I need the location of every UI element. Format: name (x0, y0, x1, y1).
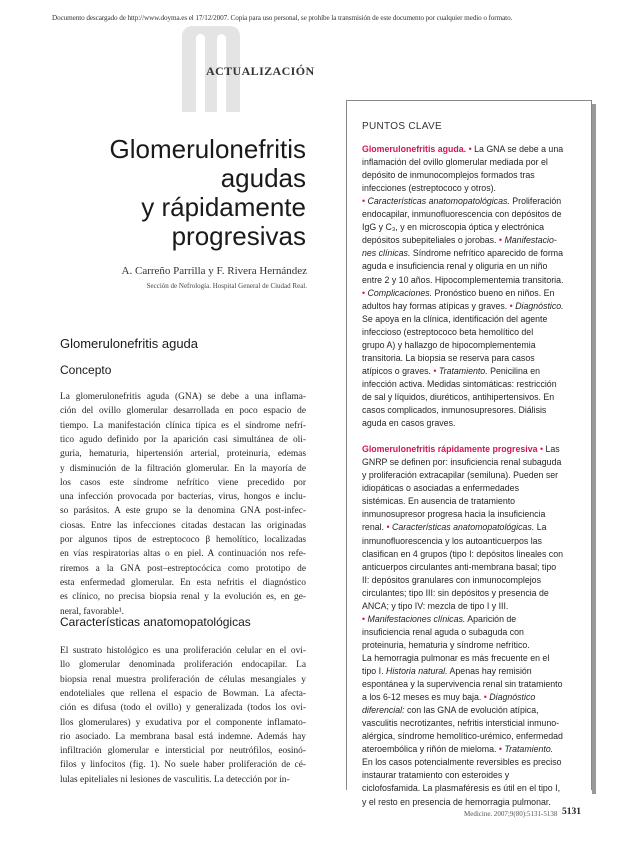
key-point-line (362, 169, 584, 182)
text-line: en vías respiratorias altas o en piel. A continuación nos refe- (60, 549, 306, 560)
key-point-line (362, 443, 584, 456)
key-point-text: infeccioso (estreptococo beta hemolítico del (362, 326, 534, 337)
bullet-dot: • (507, 300, 516, 311)
subheading-caracteristicas: Características anatomopatológicas (60, 615, 251, 629)
bullet-dot: • (496, 235, 505, 246)
text-line: una infección provocada por bacterias, virus, hongos e inclu- (60, 492, 306, 503)
key-point-line (362, 548, 584, 561)
text-line: es clínico, no precisa biopsia renal y la evolución es, en ge- (60, 592, 306, 603)
key-point-text: a los 6-12 meses es muy baja. (362, 692, 482, 703)
key-point-text: ANCA; y tipo IV: mezcla de tipo I y III. (362, 600, 509, 611)
key-point-text: alérgica, síndrome hemolítico-urémico, enfermedad (362, 731, 563, 742)
key-point-line (362, 391, 584, 404)
key-point-text: renal. (362, 522, 385, 533)
key-point-text: Las (545, 444, 560, 455)
key-point-line (362, 691, 584, 704)
key-point-text: sistémicas. En ausencia de tratamiento (362, 496, 516, 507)
section-heading: Glomerulonefritis aguda (60, 336, 199, 351)
key-point-text: Manifestaciones clínicas. (367, 613, 466, 624)
key-point-line (362, 208, 584, 221)
key-point-line (362, 717, 584, 730)
key-point-text: y el resto en presencia de hemorragia pulmonar. (362, 796, 551, 807)
text-line: los casos este síndrome nefrítico viene precedido por (60, 477, 306, 488)
key-point-text: circulantes; tipo III: sin depósitos y presencia de (362, 587, 549, 598)
text-line: filos y linfocitos (fig. 1). No suele haber proliferación de cé- (60, 760, 306, 771)
download-notice: Documento descargado de http://www.doyma.es el 17/12/2007. Copia para uso personal, se prohíbe la transmisión de este documento por cualquier medio o formato. (52, 14, 513, 22)
key-point-line (362, 796, 584, 809)
key-point-line (362, 247, 584, 260)
text-line: infiltración glomerular e intersticial por neutrófilos, eosinó- (60, 746, 306, 757)
text-line: ciosas. Entre las infecciones citadas destacan las originadas (60, 520, 306, 531)
key-point-line (362, 182, 584, 195)
key-point-line (362, 756, 584, 769)
key-point-text: IgG y C₃, y en microscopia óptica y electrónica (362, 222, 545, 233)
title-line: y rápidamente (141, 192, 306, 222)
key-point-text: adultos hay formas atípicas y graves. (362, 300, 508, 311)
title-line: agudas (220, 163, 306, 193)
key-point-text: La GNA se debe a una (474, 144, 564, 154)
key-point-heading: Glomerulonefritis aguda. (362, 144, 467, 154)
bullet-dot: • (384, 522, 392, 533)
key-point-line (362, 313, 584, 326)
key-point-line (362, 234, 584, 247)
key-point-text: Tratamiento. (504, 744, 554, 755)
key-point-text: Características anatomopatológicas. (367, 196, 510, 207)
subheading-concepto: Concepto (60, 363, 112, 377)
key-point-line (362, 456, 584, 469)
bullet-dot: • (466, 144, 475, 154)
text-line: La glomerulonefritis aguda (GNA) se debe a una inflama- (60, 392, 306, 402)
key-point-text: anticuerpos circulantes anti-membrana basal; tipo (362, 561, 557, 572)
key-point-line (362, 469, 584, 482)
key-point-text: Se apoya en la clínica, identificación del agente (362, 313, 548, 324)
key-point-text: entre 2 y 10 años. Hipocomplementemia transitoria. (362, 274, 564, 285)
text-line: ción del ovillo glomerular desarrollada en poco espacio de (60, 406, 306, 417)
article-title (60, 135, 306, 251)
key-point-text: espontánea y la supervivencia renal sin tratamiento (362, 679, 563, 690)
citation: Medicine. 2007;9(80):5131-5138 (464, 810, 558, 818)
key-point-line (362, 678, 584, 691)
key-point-line (362, 482, 584, 495)
key-point-line (362, 260, 584, 273)
key-point-line (362, 404, 584, 417)
key-point-text: proteinuria, hematuria y síndrome nefrítico. (362, 639, 530, 650)
key-point-text: Apenas hay remisión (447, 666, 532, 676)
key-point-text: idiopáticas o asociadas a enfermedades (362, 483, 519, 494)
text-line: guria, hematuria, hipertensión arterial, proteinuria, edemas (60, 449, 306, 460)
key-point-text: endocapilar, inmunofluorescencia con depósitos de (362, 209, 562, 220)
key-point-text: aguda e insuficiencia renal y oliguria en un niño (362, 261, 548, 272)
bullet-dot: • (362, 287, 368, 298)
bullet-dot: • (362, 613, 368, 624)
key-point-text: Aparición de (465, 613, 517, 624)
text-line: por algunos tipos de estreptococo β hemolítico, localizadas (60, 535, 306, 545)
text-line: esta enfermedad glomerular. En esta nefritis el diagnóstico (60, 577, 306, 588)
title-line: progresivas (171, 221, 306, 251)
text-line: tiempo. La manifestación clínica típica es el síndrome nefrí- (60, 420, 306, 431)
key-point-text: Manifestacio- (504, 235, 557, 246)
text-line: neral, favorable¹. (60, 606, 124, 617)
key-point-text: ateroembólica y riñón de mieloma. (362, 744, 497, 755)
bullet-dot: • (537, 444, 546, 455)
key-point-text: grupo A) y hallazgo de hipocomplementemia (362, 339, 536, 350)
key-point-line (362, 535, 584, 548)
key-point-line (362, 326, 584, 339)
text-line: y disminución de la filtración glomerular. En la mayoría de (60, 463, 306, 474)
key-point-line (362, 352, 584, 365)
key-point-text: inmunofluorescencia y los autoanticuerpos las (362, 535, 542, 546)
key-point-line (362, 769, 584, 782)
affiliation: Sección de Nefrología. Hospital General de Ciudad Real. (146, 282, 307, 290)
bullet-dot: • (362, 196, 368, 207)
key-point-line (362, 587, 584, 600)
key-point-text: GNRP se definen por: insuficiencia renal subaguda (362, 457, 562, 468)
key-point-line (362, 600, 584, 613)
text-line: endoteliales que rellena el espacio de Bowman. La afecta- (60, 688, 306, 699)
bullet-dot: • (496, 744, 505, 755)
key-point-text: instaurar tratamiento con esteroides y (362, 770, 510, 781)
key-point-text: infecciones (estreptococo y otros). (362, 183, 496, 194)
authors: A. Carreño Parrilla y F. Rivera Hernández (121, 265, 307, 277)
key-point-text: Diagnóstico. (515, 300, 564, 311)
key-point-line (362, 221, 584, 234)
key-point-line (362, 339, 584, 352)
key-point-text: Síndrome nefrítico aparecido de forma (410, 248, 563, 259)
key-point-text: transitoria. La biopsia se reserva para casos (362, 352, 535, 363)
key-point-text: tipo I. (362, 666, 384, 676)
page-number: 5131 (562, 807, 581, 817)
key-point-line (362, 417, 584, 430)
key-point-text: inmunosupresor progresa hacia la insuficiencia (362, 509, 546, 520)
text-line: biopsia renal muestra proliferación de células mesangiales y (60, 674, 306, 685)
key-point-text: La (534, 522, 547, 533)
text-line: so parásitos. A este grupo se la denomina GNA post-infec- (60, 506, 306, 517)
key-point-line (362, 652, 584, 665)
section-label: ACTUALIZACIÓN (206, 64, 315, 78)
key-point-line (362, 561, 584, 574)
text-line: riremos a la GNA post–estreptocócica como prototipo de (60, 563, 306, 574)
key-point-text: infección activa. Medidas sintomáticas: restricción (362, 378, 557, 389)
key-point-text: depósito de inmunocomplejos formados tras (362, 170, 535, 181)
key-point-line (362, 508, 584, 521)
key-point-line (362, 195, 584, 208)
key-point-text: Pronóstico bueno en niños. En (432, 287, 555, 298)
key-point-text: insuficiencia renal aguda o subaguda con (362, 626, 524, 637)
key-point-text: Historia natural. (383, 666, 448, 676)
key-point-text: vasculitis necrotizantes, nefritis intersticial inmuno- (362, 718, 560, 729)
key-point-line (362, 704, 584, 717)
key-point-text: Tratamiento. (438, 365, 488, 376)
text-line: tico agudo definido por la aparición casi simultánea de oli- (60, 434, 306, 445)
key-point-text: Complicaciones. (367, 287, 433, 298)
key-point-text: clasifican en 4 grupos (tipo I: depósitos lineales con (362, 548, 563, 559)
text-line: El sustrato histológico es una proliferación celular en el ovi- (60, 646, 306, 656)
key-point-text: nes clínicas. (362, 248, 411, 259)
text-line: ción es difusa (todo el ovillo) y generalizada (todos los ovi- (60, 703, 306, 714)
text-line: lulas epiteliales ni lesiones de vasculitis. La detección por in- (60, 774, 290, 785)
key-point-line (362, 378, 584, 391)
key-point-line (362, 730, 584, 743)
key-point-line (362, 782, 584, 795)
key-point-text: Proliferación (509, 196, 562, 207)
key-point-text: Penicilina en (487, 365, 540, 376)
key-point-line (362, 521, 584, 534)
key-point-text: La hemorragia pulmonar es más frecuente en el (362, 652, 550, 663)
title-line: Glomerulonefritis (109, 134, 306, 164)
key-point-text: inflamación del ovillo glomerular mediada por el (362, 157, 548, 168)
key-point-line (362, 143, 584, 156)
key-point-text: de sal y líquidos, diuréticos, antihipertensivos. En (362, 391, 555, 402)
key-point-text: atípicos o graves. (362, 365, 431, 376)
text-line: rio asociado. La membrana basal está indemne. Además hay (60, 731, 306, 742)
key-point-line (362, 626, 584, 639)
key-point-line (362, 156, 584, 169)
key-points-title: PUNTOS CLAVE (362, 121, 442, 132)
key-point-line (362, 287, 584, 300)
key-point-text: diferencial: (362, 705, 405, 716)
bullet-dot: • (481, 692, 490, 703)
key-point-line (362, 639, 584, 652)
key-point-line (362, 665, 584, 678)
box-shadow (592, 104, 596, 794)
key-point-text: En los casos potencialmente reversibles es preciso (362, 757, 562, 768)
key-point-heading: Glomerulonefritis rápidamente progresiva (362, 444, 538, 455)
key-point-line (362, 365, 584, 378)
key-point-line (362, 300, 584, 313)
key-point-text: Diagnóstico (489, 692, 536, 703)
text-line: llos glomerulares) y exudativa por el componente inflamato- (60, 717, 306, 728)
key-point-line (362, 613, 584, 626)
bullet-dot: • (430, 365, 439, 376)
key-point-text: con las GNA de evolución atípica, (404, 705, 539, 716)
key-point-line (362, 574, 584, 587)
key-point-text: depósitos subepiteliales o jorobas. (362, 235, 497, 246)
key-point-line (362, 274, 584, 287)
key-point-text: y proliferación extracapilar (semiluna). Pueden ser (362, 470, 559, 481)
key-point-text: II: depósitos granulares con inmunocomplejos (362, 574, 541, 585)
key-point-line (362, 495, 584, 508)
key-point-text: ciclofosfamida. La plasmaféresis es útil en el tipo I, (362, 783, 561, 794)
key-point-text: Características anatomopatológicas. (391, 522, 535, 533)
text-line: llo glomerular denominada proliferación endocapilar. La (60, 660, 306, 671)
key-point-text: casos complicados, inmunosupresores. Diálisis (362, 405, 547, 415)
key-point-line (362, 743, 584, 756)
key-point-text: aguda en casos graves. (362, 418, 456, 429)
